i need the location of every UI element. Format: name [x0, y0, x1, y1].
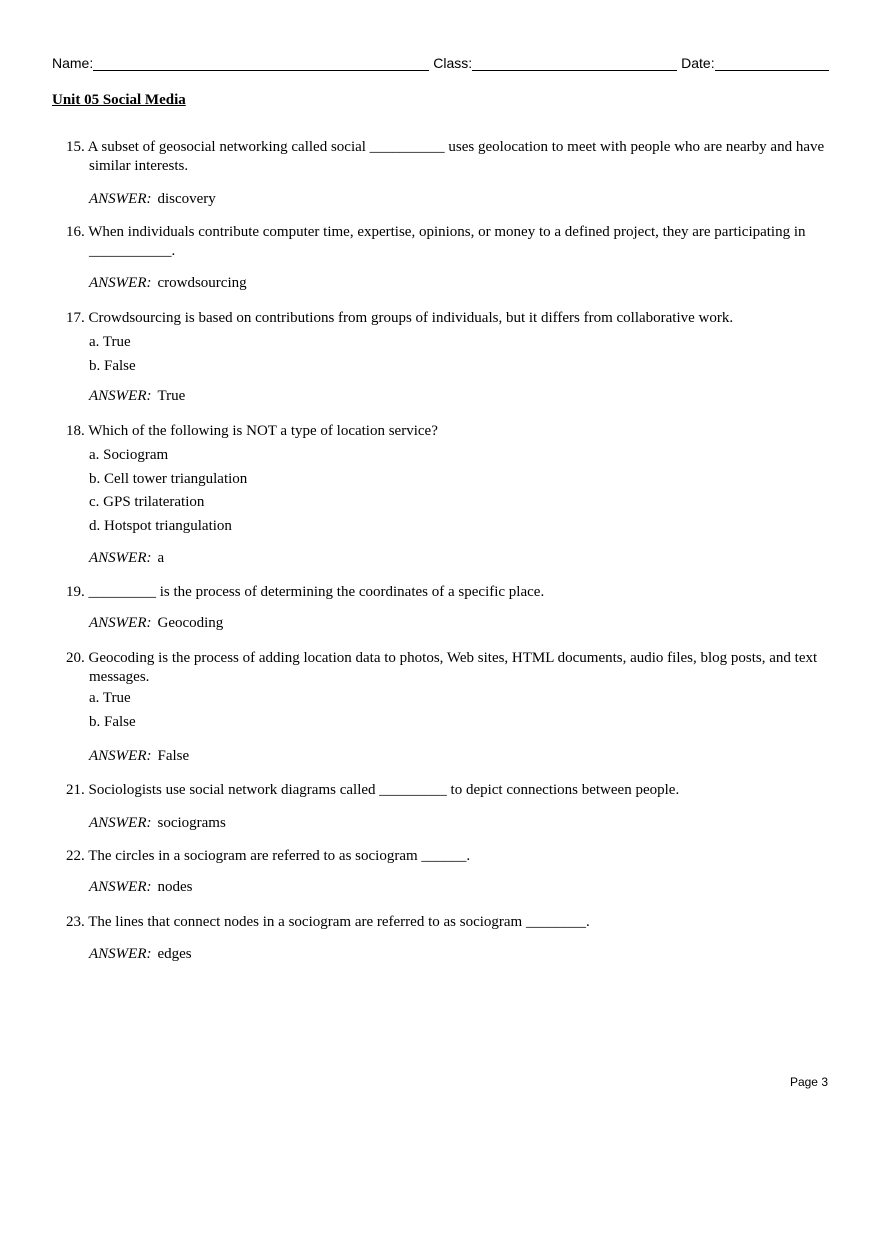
question-text: 22. The circles in a sociogram are referred to as sociogram ______. — [66, 848, 471, 864]
answer-value: edges — [157, 946, 192, 962]
question-21 — [66, 781, 826, 800]
answer-value: True — [157, 388, 186, 404]
question-text: 16. When individuals contribute computer time, expertise, opinions, or money to a defined project, they are participating in ___________. — [66, 224, 806, 259]
option-a: a. True — [89, 334, 131, 350]
question-17 — [66, 309, 826, 378]
class-blank-line — [472, 55, 677, 71]
answer-17 — [89, 388, 185, 405]
student-info-header — [52, 53, 829, 71]
answer-label: ANSWER: — [89, 388, 152, 404]
answer-label: ANSWER: — [89, 879, 152, 895]
answer-value: False — [157, 748, 190, 764]
page-number: Page 3 — [789, 1075, 828, 1089]
class-label: Class: — [433, 55, 473, 71]
option-b: b. Cell tower triangulation — [89, 470, 248, 487]
answer-label: ANSWER: — [89, 946, 152, 962]
name-blank-line — [93, 55, 429, 71]
question-text: 21. Sociologists use social network diagrams called _________ to depict connections between people. — [66, 782, 680, 798]
option-list — [66, 687, 826, 734]
answer-label: ANSWER: — [89, 815, 152, 831]
option-c: c. GPS trilateration — [89, 494, 205, 510]
question-text: 15. A subset of geosocial networking called social __________ uses geolocation to meet with people who are nearby and have similar interests. — [66, 139, 825, 174]
question-15 — [66, 138, 826, 176]
question-23 — [66, 913, 826, 932]
answer-value: a — [157, 550, 165, 566]
answer-label: ANSWER: — [89, 615, 152, 631]
question-18 — [66, 422, 826, 538]
answer-value: crowdsourcing — [157, 275, 247, 291]
question-text: 20. Geocoding is the process of adding location data to photos, Web sites, HTML documents, audio files, blog posts, and text messages. — [66, 650, 818, 685]
answer-value: nodes — [157, 879, 193, 895]
answer-label: ANSWER: — [89, 748, 152, 764]
question-20 — [66, 649, 826, 734]
answer-23 — [89, 946, 192, 963]
question-text: 19. _________ is the process of determining the coordinates of a specific place. — [66, 584, 545, 600]
question-text: 18. Which of the following is NOT a type of location service? — [66, 423, 438, 439]
option-list — [66, 331, 826, 378]
answer-19 — [89, 615, 223, 632]
answer-value: Geocoding — [157, 615, 224, 631]
question-16 — [66, 223, 826, 261]
option-b: b. False — [89, 713, 136, 730]
answer-21 — [89, 815, 226, 832]
answer-value: discovery — [157, 191, 216, 207]
unit-title: Unit 05 Social Media — [52, 92, 186, 108]
answer-20 — [89, 748, 189, 765]
option-b: b. False — [89, 357, 136, 374]
date-blank-line — [715, 55, 829, 71]
question-22 — [66, 847, 826, 866]
answer-16 — [89, 275, 247, 292]
question-text: 23. The lines that connect nodes in a sociogram are referred to as sociogram ________. — [66, 914, 590, 930]
answer-15 — [89, 191, 216, 208]
date-label: Date: — [681, 55, 715, 71]
question-text: 17. Crowdsourcing is based on contributions from groups of individuals, but it differs from collaborative work. — [66, 310, 734, 326]
option-d: d. Hotspot triangulation — [89, 517, 232, 534]
answer-18 — [89, 550, 164, 567]
name-label: Name: — [52, 55, 94, 71]
answer-label: ANSWER: — [89, 550, 152, 566]
answer-value: sociograms — [157, 815, 226, 831]
option-a: a. True — [89, 690, 131, 706]
question-19 — [66, 583, 826, 602]
option-a: a. Sociogram — [89, 447, 169, 463]
option-list — [66, 444, 826, 538]
answer-label: ANSWER: — [89, 275, 152, 291]
answer-label: ANSWER: — [89, 191, 152, 207]
answer-22 — [89, 879, 192, 896]
